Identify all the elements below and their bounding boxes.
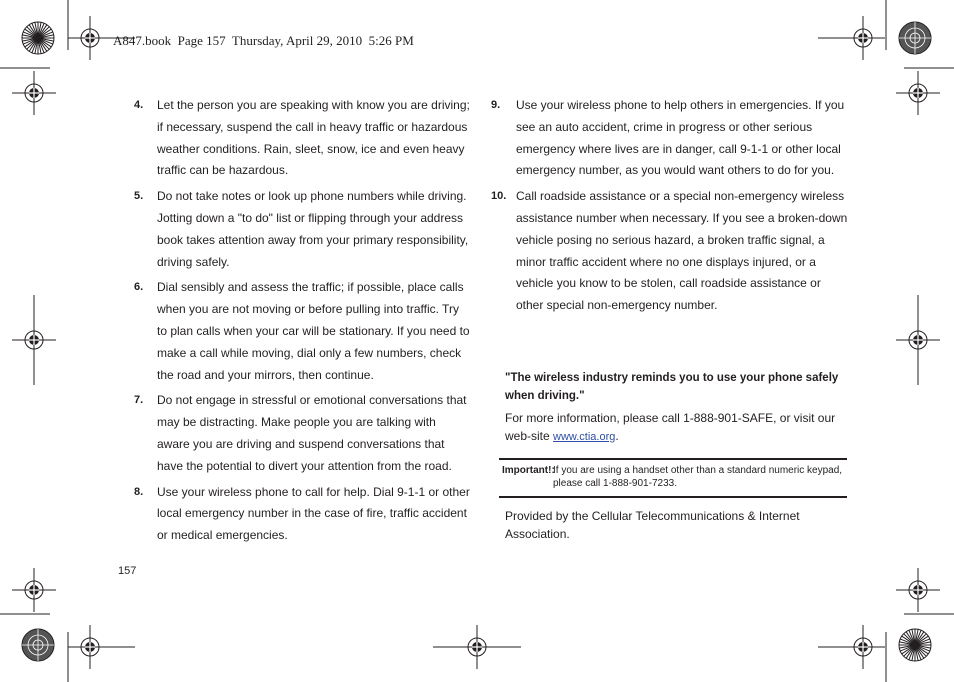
- info-text: For more information, please call 1-888-901-SAFE, or visit our web-site: [505, 411, 836, 443]
- important-label: Important!:: [502, 465, 555, 476]
- item-text: Use your wireless phone to help others in emergencies. If you see an auto accident, crime in progress or other serious emergency where lives are in danger, call 9-1-1 or other local emergency number, as you would want others to do for you.: [516, 98, 845, 178]
- crosshair-icon: [68, 16, 112, 60]
- crosshair-icon: [841, 16, 885, 60]
- book-header: A847.book Page 157 Thursday, April 29, 2010 5:26 PM: [113, 33, 414, 48]
- crosshair-icon: [896, 318, 940, 362]
- crosshair-icon: [455, 625, 499, 669]
- item-text: Call roadside assistance or a special non-emergency wireless assistance number when necessary. If you see a broken-down vehicle posing no serious hazard, a broken traffic signal, a minor traffic accident where no one displays injured, or a vehicle you know to be stolen, call roadside assistance or other special non-emergency number.: [516, 189, 848, 313]
- registration-star-icon: [899, 22, 931, 54]
- registration-star-icon: [22, 629, 54, 661]
- item-number: 5.: [134, 190, 144, 203]
- item-text: Do not take notes or look up phone numbers while driving. Jotting down a "to do" list or flipping through your address book takes attention away from your primary responsibility, driving safely.: [157, 189, 469, 269]
- item-number: 7.: [134, 394, 144, 407]
- ctia-link[interactable]: www.ctia.org: [553, 431, 616, 443]
- item-number: 4.: [134, 99, 144, 111]
- item-number: 10.: [491, 190, 507, 203]
- crosshair-icon: [896, 568, 940, 612]
- item-text: Let the person you are speaking with know you are driving; if necessary, suspend the call in heavy traffic or hazardous weather conditions. Rain, sleet, snow, ice and even heavy traffic can be hazardous.: [157, 98, 470, 178]
- crosshair-icon: [896, 71, 940, 115]
- item-text: Do not engage in stressful or emotional conversations that may be distracting. Make people you are talking with aware you are driving and suspend conversations that have the potential to divert your attention from the road.: [157, 393, 467, 473]
- crosshair-icon: [12, 318, 56, 362]
- item-number: 9.: [491, 99, 501, 111]
- crosshair-icon: [841, 625, 885, 669]
- crosshair-icon: [12, 71, 56, 115]
- crosshair-icon: [12, 568, 56, 612]
- registration-star-icon: [899, 629, 931, 661]
- item-text: Use your wireless phone to call for help. Dial 9-1-1 or other local emergency number in the case of fire, traffic accident or medical emergencies.: [157, 484, 470, 543]
- page-number: 157: [118, 565, 137, 577]
- crosshair-icon: [68, 625, 112, 669]
- info-suffix: .: [615, 429, 619, 443]
- item-number: 6.: [134, 281, 144, 294]
- item-number: 8.: [134, 485, 144, 498]
- item-text: Dial sensibly and assess the traffic; if possible, place calls when you are not moving or before pulling into traffic. Try to plan calls when your car will be stationary. If you need to make a call while moving, dial only a few numbers, check the road and your mirrors, then continue.: [157, 280, 470, 382]
- registration-star-icon: [22, 22, 54, 54]
- safety-quote: "The wireless industry reminds you to use your phone safely when driving.": [505, 372, 839, 402]
- important-text: If you are using a handset other than a standard numeric keypad, please call 1-888-901-7233.: [553, 465, 843, 489]
- provided-by-text: Provided by the Cellular Telecommunications & Internet Association.: [505, 509, 800, 541]
